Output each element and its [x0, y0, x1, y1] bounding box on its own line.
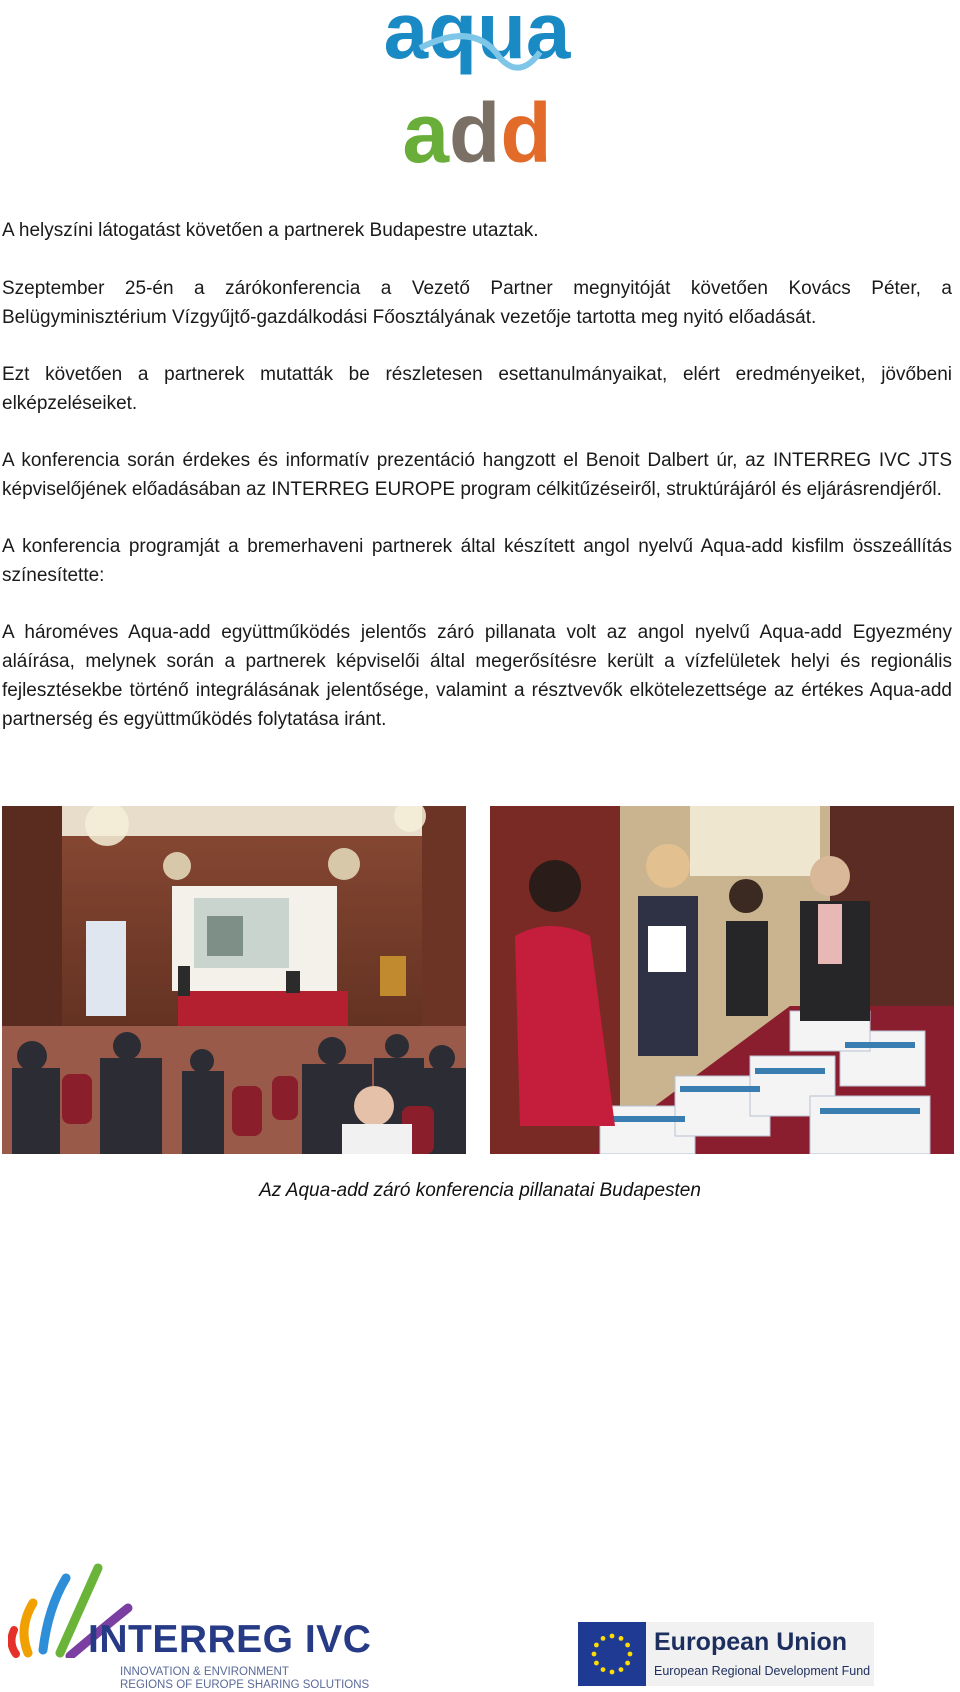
- interreg-title: INTERREG IVC: [88, 1618, 372, 1661]
- interreg-subtitle: [120, 1666, 369, 1692]
- aqua-add-logo: [325, 0, 630, 170]
- interreg-ivc-logo: [8, 1558, 378, 1692]
- photos-caption: Az Aqua-add záró konferencia pillanatai Budapesten: [259, 1180, 701, 1201]
- eu-title: European Union: [654, 1628, 848, 1656]
- paragraph-visit: A helyszíni látogatást követően a partnerek Budapestre utaztak.: [2, 220, 539, 241]
- paragraph-case-studies: Ezt követően a partnerek mutatták be részletesen esettanulmányaikat, elért eredményeiket, jövőbeni elképzeléseiket.: [2, 364, 952, 414]
- european-union-logo: [578, 1622, 874, 1686]
- interreg-subtitle-line2: REGIONS OF EUROPE SHARING SOLUTIONS: [120, 1679, 370, 1691]
- paragraph-film: A konferencia programját a bremerhaveni partnerek által készített angol nyelvű Aqua-add kisfilm összeállítás színesítette:: [2, 536, 952, 586]
- logo-add-text: add: [402, 86, 552, 170]
- paragraph-agreement: A hároméves Aqua-add együttműködés jelentős záró pillanata volt az angol nyelvű Aqua-add Egyezmény aláírása, melynek során a partnerek képviselői által megerősítésre került a vízfelületek helyi és regionális fejlesztésekbe történő integrálásának jelentősége, valamint a résztvevők elkötelezettsége az értékes Aqua-add partnerség és együttműködés folytatása iránt.: [2, 622, 952, 730]
- conference-hall-photo: [2, 806, 466, 1154]
- paragraph-interreg-presentation: A konferencia során érdekes és informatív prezentáció hangzott el Benoit Dalbert úr, az INTERREG IVC JTS képviselőjének előadásában az INTERREG EUROPE program célkitűzéseiről, struktúrájáról és eljárásrendjéről.: [2, 450, 952, 500]
- partners-table-photo: [490, 806, 954, 1154]
- logo-aqua-text: aqua: [383, 0, 571, 75]
- interreg-subtitle-line1: INNOVATION & ENVIRONMENT: [120, 1666, 289, 1678]
- eu-flag-icon: [578, 1622, 646, 1686]
- eu-subtitle: European Regional Development Fund: [654, 1664, 871, 1678]
- paragraph-opening: Szeptember 25-én a zárókonferencia a Vezető Partner megnyitóját követően Kovács Péter, a Belügyminisztérium Vízgyűjtő-gazdálkodási Főosztályának vezetője tartotta meg nyitó előadását.: [2, 278, 952, 328]
